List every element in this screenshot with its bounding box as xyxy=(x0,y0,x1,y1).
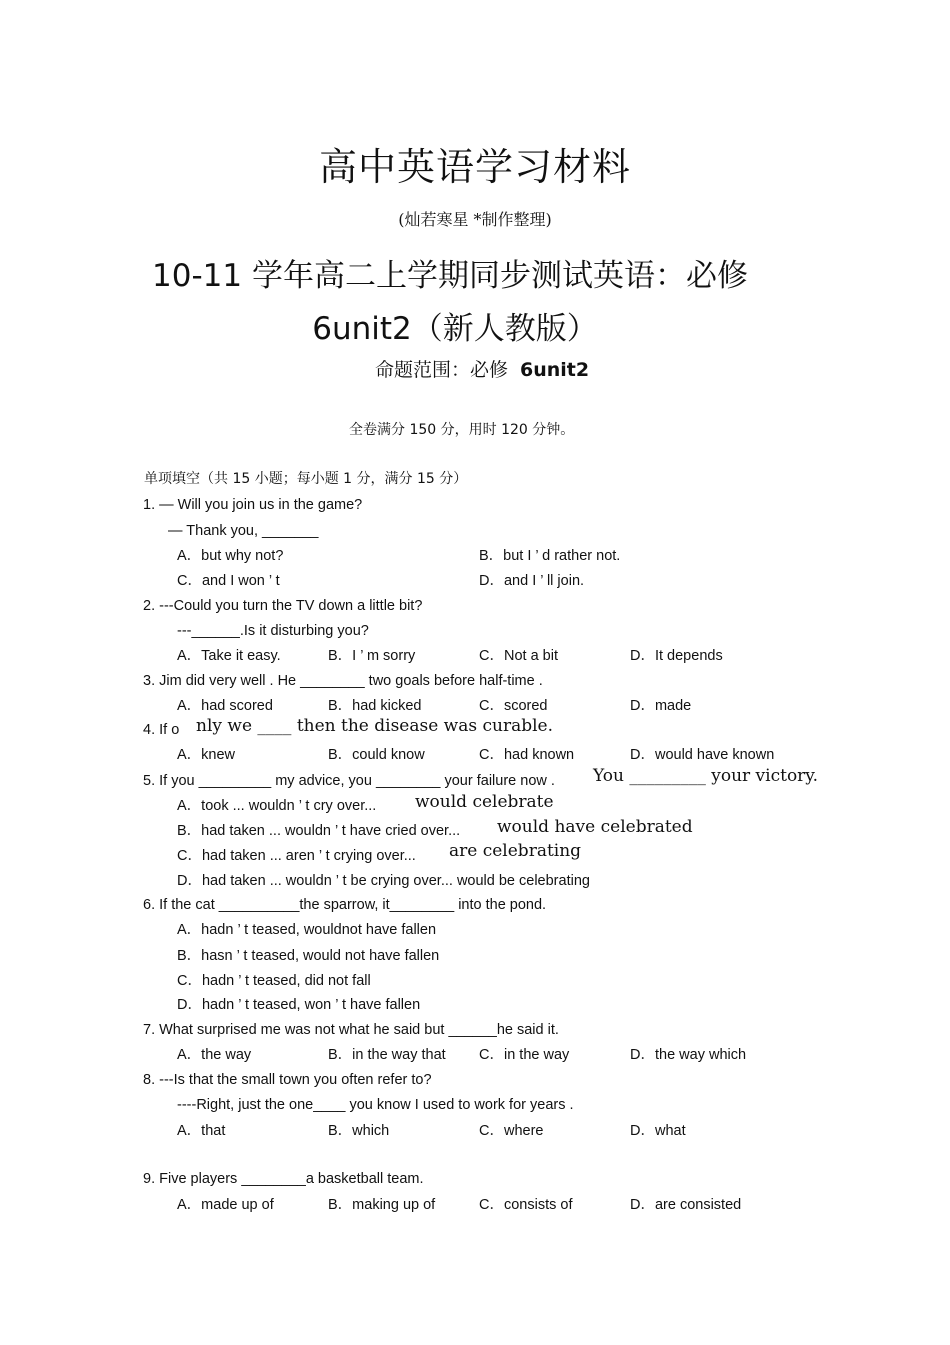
question-8-option-c: C．where xyxy=(479,1123,544,1139)
question-9-option-d: D．are consisted xyxy=(630,1197,742,1213)
question-2-stem-line2: ---______.Is it disturbing you? xyxy=(177,623,369,639)
question-6-option-c: C．hadn ’ t teased, did not fall xyxy=(177,973,371,989)
question-1-stem-line2: — Thank you, _______ xyxy=(168,523,319,539)
question-5-option-a-handwritten: would celebrate xyxy=(415,792,554,812)
question-1-option-b: B．but I ’ d rather not. xyxy=(479,548,621,564)
question-1-option-c: C．and I won ’ t xyxy=(177,573,280,589)
question-7-option-d: D．the way which xyxy=(630,1047,747,1063)
question-8-stem: 8. ---Is that the small town you often refer to? xyxy=(143,1072,432,1088)
question-2-option-c: C．Not a bit xyxy=(479,648,558,664)
question-5-option-d: D．had taken ... wouldn ’ t be crying over... would be celebrating xyxy=(177,873,590,889)
question-5-stem-handwritten: You _________ your victory. xyxy=(593,766,819,786)
question-3-option-c: C．scored xyxy=(479,698,548,714)
question-4-option-c: C．had known xyxy=(479,747,575,763)
question-7-option-a: A．the way xyxy=(177,1047,252,1063)
question-4-option-d: D．would have known xyxy=(630,747,775,763)
question-3-option-b: B．had kicked xyxy=(328,698,422,714)
question-7-stem: 7. What surprised me was not what he said but ______he said it. xyxy=(143,1022,559,1038)
question-5-option-b-handwritten: would have celebrated xyxy=(497,817,693,837)
question-9-option-a: A．made up of xyxy=(177,1197,274,1213)
question-8-stem-line2: ----Right, just the one____ you know I used to work for years . xyxy=(177,1097,574,1113)
question-1-stem: 1. — Will you join us in the game? xyxy=(143,497,363,513)
question-3-option-a: A．had scored xyxy=(177,698,273,714)
test-title-line2: 6unit2（新人教版） xyxy=(312,311,598,347)
question-6-stem: 6. If the cat __________the sparrow, it________ into the pond. xyxy=(143,897,547,913)
question-4-stem-handwritten: nly we ____ then the disease was curable. xyxy=(196,716,554,736)
scope xyxy=(375,355,589,382)
question-4-option-b: B．could know xyxy=(328,747,425,763)
question-5-option-c-handwritten: are celebrating xyxy=(449,841,582,861)
question-5-option-b: B．had taken ... wouldn ’ t have cried over... xyxy=(177,823,461,839)
section-title: 单项填空（共 15 小题；每小题 1 分，满分 15 分） xyxy=(144,471,468,487)
credit-note: (灿若寒星 *制作整理) xyxy=(398,210,552,229)
question-2-option-a: A．Take it easy. xyxy=(177,648,281,664)
question-8-option-b: B．which xyxy=(328,1123,390,1139)
question-4-option-a: A．knew xyxy=(177,747,236,763)
question-9-option-b: B．making up of xyxy=(328,1197,436,1213)
question-1-option-a: A．but why not? xyxy=(177,548,284,564)
test-title-line1: 10-11 学年高二上学期同步测试英语：必修 xyxy=(152,258,748,294)
score-info: 全卷满分 150 分，用时 120 分钟。 xyxy=(349,422,575,438)
question-6-option-d: D．hadn ’ t teased, won ’ t have fallen xyxy=(177,997,421,1013)
scope-label: 命题范围：必修 xyxy=(375,359,509,381)
main-title: 高中英语学习材料 xyxy=(318,145,631,189)
question-9-stem: 9. Five players ________a basketball team. xyxy=(143,1171,424,1187)
question-6-option-a: A．hadn ’ t teased, wouldnot have fallen xyxy=(177,922,437,938)
question-5-option-a: A．took ... wouldn ’ t cry over... xyxy=(177,798,377,814)
question-9-option-c: C．consists of xyxy=(479,1197,573,1213)
question-8-option-a: A．that xyxy=(177,1123,226,1139)
question-7-option-b: B．in the way that xyxy=(328,1047,446,1063)
question-2-option-b: B．I ’ m sorry xyxy=(328,648,416,664)
question-3-stem: 3. Jim did very well . He ________ two goals before half-time . xyxy=(143,673,543,689)
scope-value: 6unit2 xyxy=(520,359,590,381)
question-7-option-c: C．in the way xyxy=(479,1047,570,1063)
question-5-stem: 5. If you _________ my advice, you ________ your failure now . xyxy=(143,773,555,789)
question-2-stem: 2. ---Could you turn the TV down a little bit? xyxy=(143,598,423,614)
question-8-option-d: D．what xyxy=(630,1123,686,1139)
question-6-option-b: B．hasn ’ t teased, would not have fallen xyxy=(177,948,440,964)
question-2-option-d: D．It depends xyxy=(630,648,723,664)
question-4-stem: 4. If o xyxy=(143,722,180,738)
question-3-option-d: D．made xyxy=(630,698,692,714)
question-1-option-d: D．and I ’ ll join. xyxy=(479,573,585,589)
question-5-option-c: C．had taken ... aren ’ t crying over... xyxy=(177,848,416,864)
